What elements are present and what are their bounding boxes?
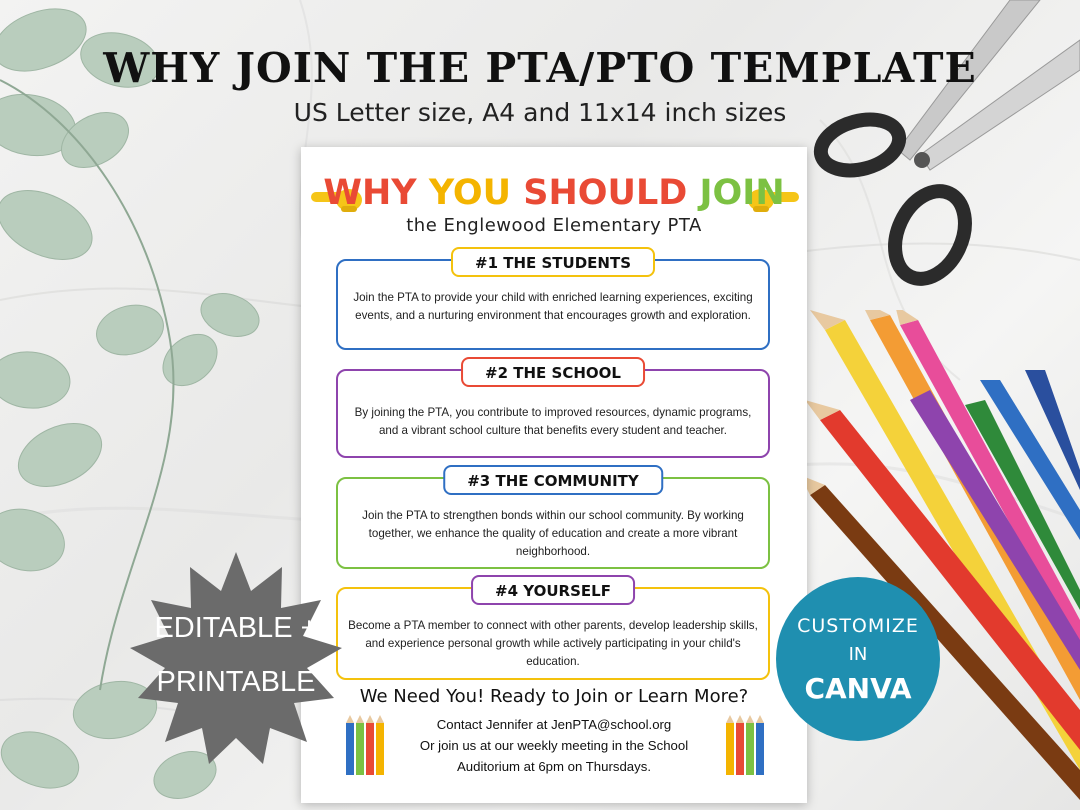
reason-text: Join the PTA to provide your child with enriched learning experiences, exciting events, and a nurturing environment that encourages growth and exploration. [353,291,753,322]
reason-text: Join the PTA to strengthen bonds within our school community. By working together, we enhance the quality of education and create a more vibrant neighborhood. [362,509,744,558]
canva-label: CANVA [804,672,912,705]
editable-badge [130,552,342,764]
pencils-icon [725,715,765,777]
reason-text: By joining the PTA, you contribute to improved resources, dynamic programs, and a vibrant school culture that benefits every student and teacher. [354,406,752,437]
flyer-title [301,173,807,213]
reason-card [336,472,770,569]
customize-label: CUSTOMIZE [797,615,919,637]
starburst-shape [130,552,342,764]
canva-badge [776,577,940,741]
reason-card [336,582,770,680]
in-label: IN [848,644,868,665]
reason-card [336,254,770,350]
reason-card [336,364,770,458]
reason-heading: #3 THE COMMUNITY [443,465,663,495]
reason-text: Become a PTA member to connect with other parents, develop leadership skills, and experience personal growth while actively participating in your child's education. [348,619,758,668]
reason-heading: #1 THE STUDENTS [451,247,655,277]
reason-heading: #4 YOURSELF [471,575,635,605]
pencils-icon [345,715,385,777]
contact-line: Or join us at our weekly meeting in the School [419,738,689,753]
flyer-preview [301,147,807,803]
page-subtitle: US Letter size, A4 and 11x14 inch sizes [293,98,787,127]
flyer-title-word: YOU [428,173,512,213]
printable-label: PRINTABLE [156,666,316,698]
contact-line: Contact Jennifer at JenPTA@school.org [436,717,672,732]
flyer-title-word: SHOULD [523,173,688,213]
reason-heading: #2 THE SCHOOL [461,357,645,387]
contact-line: Auditorium at 6pm on Thursdays. [456,759,651,774]
page-title: WHY JOIN THE PTA/PTO TEMPLATE [103,44,977,92]
flyer-subtitle: the Englewood Elementary PTA [406,215,702,236]
flyer-title-word: WHY [323,173,417,213]
call-to-action: We Need You! Ready to Join or Learn More? [359,686,749,707]
editable-label: EDITABLE + [154,612,318,644]
flyer-title-word: JOIN [699,173,785,213]
